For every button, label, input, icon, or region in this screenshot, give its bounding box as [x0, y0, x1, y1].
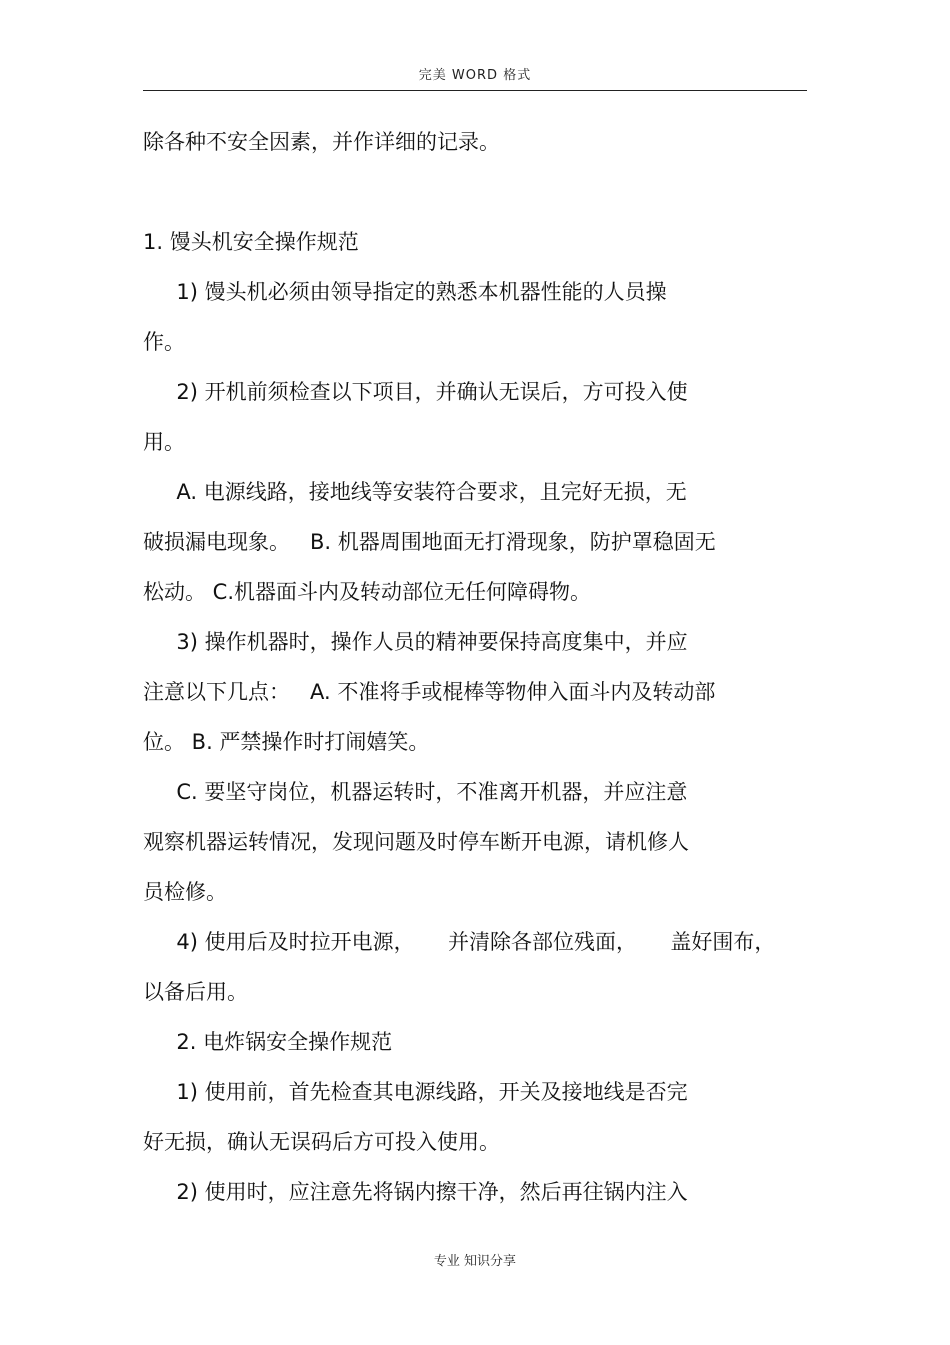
body-line: 破损漏电现象。 B. 机器周围地面无打滑现象，防护罩稳固无	[143, 530, 716, 554]
body-line: 除各种不安全因素，并作详细的记录。	[143, 130, 500, 154]
body-line: 用。	[143, 430, 185, 454]
section-heading: 1. 馒头机安全操作规范	[143, 230, 359, 254]
body-line: 作。	[143, 330, 185, 354]
page-footer: 专业 知识分享	[433, 1254, 517, 1269]
body-line: 以备后用。	[143, 980, 248, 1004]
body-line: 松动。 C.机器面斗内及转动部位无任何障碍物。	[143, 580, 592, 604]
body-line: 3) 操作机器时，操作人员的精神要保持高度集中，并应	[143, 630, 688, 654]
section-heading: 2. 电炸锅安全操作规范	[143, 1030, 393, 1054]
body-line: A. 电源线路，接地线等安装符合要求，且完好无损，无	[143, 480, 687, 504]
body-line: 观察机器运转情况，发现问题及时停车断开电源，请机修人	[143, 830, 689, 854]
body-line: 2) 使用时，应注意先将锅内擦干净，然后再往锅内注入	[143, 1180, 688, 1204]
body-line: 员检修。	[143, 880, 227, 904]
page-header: 完美 WORD 格式	[418, 68, 532, 83]
header-rule	[143, 90, 807, 91]
body-line: C. 要坚守岗位，机器运转时，不准离开机器，并应注意	[143, 780, 688, 804]
body-line: 2) 开机前须检查以下项目，并确认无误后，方可投入使	[143, 380, 688, 404]
body-line: 1) 馒头机必须由领导指定的熟悉本机器性能的人员操	[143, 280, 667, 304]
body-line: 1) 使用前，首先检查其电源线路，开关及接地线是否完	[143, 1080, 688, 1104]
body-line: 4) 使用后及时拉开电源， 并清除各部位残面， 盖好围布，	[143, 930, 776, 954]
body-line: 好无损，确认无误码后方可投入使用。	[143, 1130, 500, 1154]
body-line: 注意以下几点： A. 不准将手或棍棒等物伸入面斗内及转动部	[143, 680, 716, 704]
body-line: 位。 B. 严禁操作时打闹嬉笑。	[143, 730, 430, 754]
